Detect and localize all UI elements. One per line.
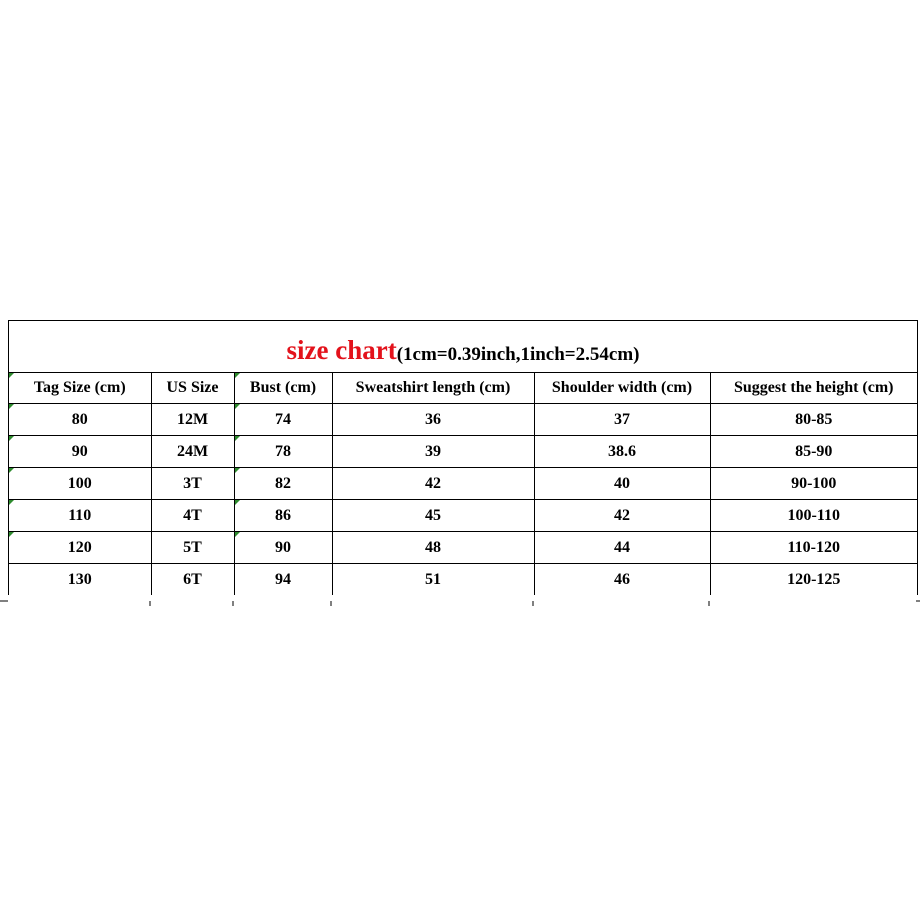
cell-us-size: 12M <box>151 404 234 436</box>
col-header-suggest-height: Suggest the height (cm) <box>710 373 917 404</box>
cell-shoulder-width: 37 <box>534 404 710 436</box>
cell-shoulder-width: 46 <box>534 564 710 596</box>
cell-shoulder-width: 42 <box>534 500 710 532</box>
cell-us-size: 3T <box>151 468 234 500</box>
cell-tag-size: 100 <box>9 468 151 500</box>
cell-us-size: 24M <box>151 436 234 468</box>
cell-sweatshirt-length: 48 <box>332 532 534 564</box>
cell-suggest-height: 120-125 <box>787 570 841 588</box>
table-row <box>9 532 917 564</box>
cell-sweatshirt-length: 42 <box>332 468 534 500</box>
cell-shoulder-width: 38.6 <box>534 436 710 468</box>
cell-bust: 94 <box>234 564 332 596</box>
size-table <box>9 373 917 595</box>
table-row <box>9 564 917 596</box>
cell-suggest-height: 110-120 <box>710 532 917 564</box>
cell-tag-size: 130 <box>9 564 151 596</box>
cell-tag-size: 80 <box>9 404 151 436</box>
col-header-shoulder-width: Shoulder width (cm) <box>534 373 710 404</box>
cell-tag-size: 110 <box>9 500 151 532</box>
size-chart-title <box>9 321 917 373</box>
cell-suggest-height: 85-90 <box>710 436 917 468</box>
cell-sweatshirt-length: 39 <box>332 436 534 468</box>
cell-shoulder-width: 40 <box>534 468 710 500</box>
cell-shoulder-width: 44 <box>534 532 710 564</box>
cell-bust: 82 <box>234 468 332 500</box>
table-row <box>9 500 917 532</box>
col-header-us-size: US Size <box>151 373 234 404</box>
title-conversion-note: (1cm=0.39inch,1inch=2.54cm) <box>396 344 640 365</box>
cell-tag-size: 90 <box>9 436 151 468</box>
cell-sweatshirt-length: 45 <box>332 500 534 532</box>
cell-sweatshirt-length: 36 <box>332 404 534 436</box>
table-row <box>9 436 917 468</box>
table-row <box>9 468 917 500</box>
title-size-chart: size chart <box>286 335 397 365</box>
cell-bust: 78 <box>234 436 332 468</box>
cell-tag-size: 120 <box>9 532 151 564</box>
cell-suggest-height: 80-85 <box>710 404 917 436</box>
col-header-bust: Bust (cm) <box>234 373 332 404</box>
cell-bust: 90 <box>234 532 332 564</box>
col-header-sweatshirt-length: Sweatshirt length (cm) <box>332 373 534 404</box>
cell-us-size: 5T <box>151 532 234 564</box>
cell-us-size: 6T <box>151 564 234 596</box>
cell-bust: 86 <box>234 500 332 532</box>
cell-suggest-height: 90-100 <box>710 468 917 500</box>
size-chart-sheet <box>8 320 918 595</box>
table-row <box>9 404 917 436</box>
cell-suggest-height: 100-110 <box>710 500 917 532</box>
col-header-tag-size: Tag Size (cm) <box>9 373 151 404</box>
cell-sweatshirt-length: 51 <box>332 564 534 596</box>
cell-us-size: 4T <box>151 500 234 532</box>
cell-bust: 74 <box>234 404 332 436</box>
header-row <box>9 373 917 404</box>
